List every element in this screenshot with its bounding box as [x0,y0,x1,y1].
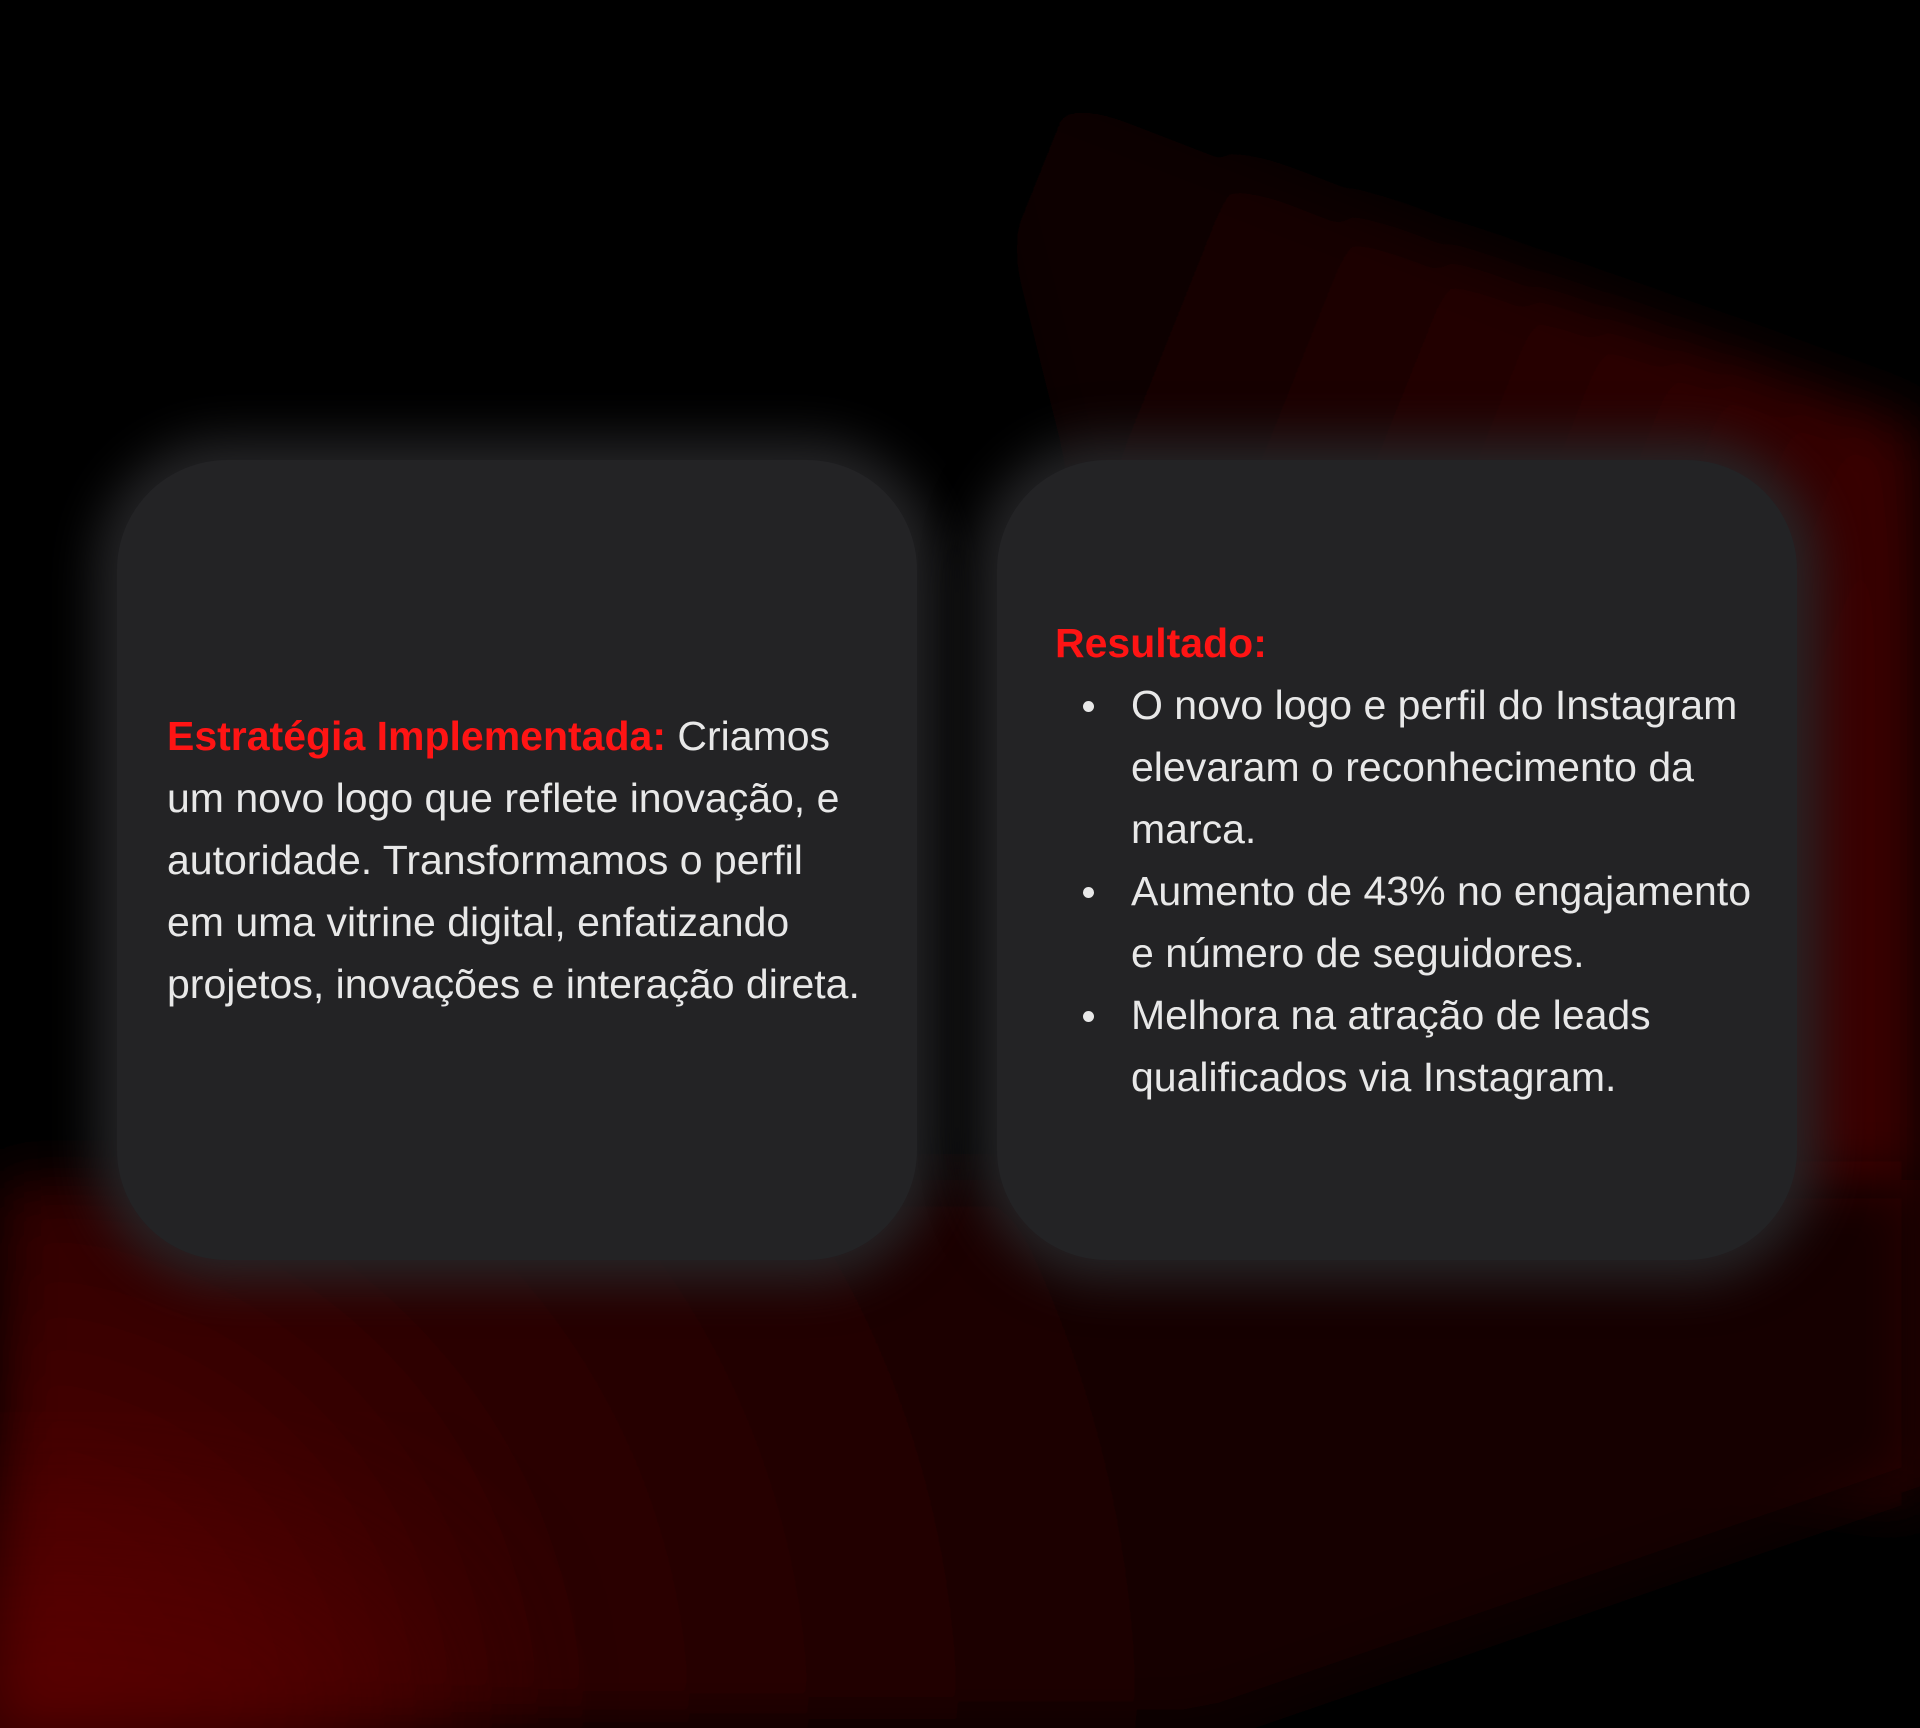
bullet-icon [1083,887,1094,898]
result-card [997,460,1797,1260]
strategy-card [117,460,917,1260]
strategy-label: Estratégia Implementada: [167,713,666,759]
list-item [1055,860,1757,984]
list-item [1055,674,1757,860]
result-item-text: O novo logo e perfil do Instagram elevaram o reconhecimento da marca. [1131,682,1738,852]
list-item [1055,984,1757,1108]
result-list [1055,674,1757,1108]
strategy-body: Criamos um novo logo que reflete inovação, e autoridade. Transformamos o perfil em uma vitrine digital, enfatizando projetos, inovações e interação direta. [167,713,860,1007]
bullet-icon [1083,701,1094,712]
result-item-text: Melhora na atração de leads qualificados via Instagram. [1131,992,1651,1100]
result-item-text: Aumento de 43% no engajamento e número de seguidores. [1131,868,1752,976]
result-label: Resultado: [1055,620,1267,666]
strategy-text [167,705,867,1015]
bullet-icon [1083,1011,1094,1022]
